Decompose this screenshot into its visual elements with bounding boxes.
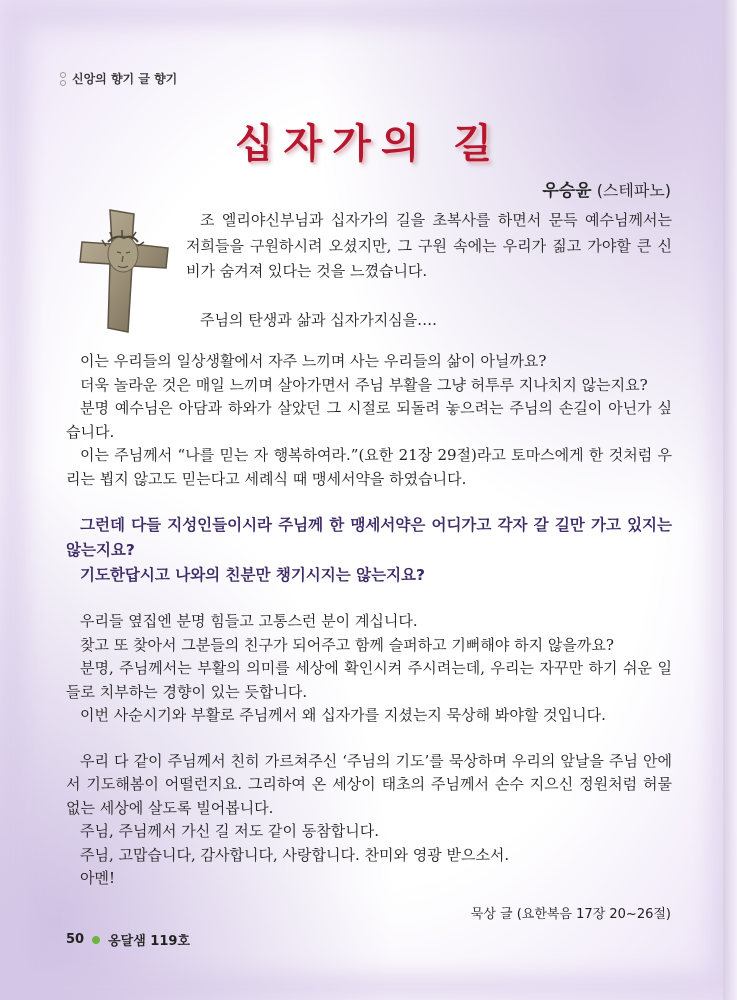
body-paragraph: 이번 사순시기와 부활로 주님께서 왜 십자가를 지셨는지 묵상해 봐야할 것입니다. (80, 706, 606, 724)
section-label-text: 신앙의 향기 글 향기 (72, 72, 178, 86)
emphasis-paragraph: 기도한답시고 나와의 친분만 챙기시지는 않는지요? (80, 566, 426, 584)
body-paragraph: 우리들 옆집엔 분명 힘들고 고통스런 분이 계십니다. (80, 612, 418, 630)
body-paragraph: 더욱 놀라운 것은 매일 느끼며 살아가면서 주님 부활을 그냥 허투루 지나치지 않는지요? (80, 375, 648, 394)
bullet-dot-icon (92, 936, 100, 944)
intro-paragraph: 주님의 탄생과 삶과 십자가지심을…. (200, 310, 437, 329)
body-paragraph: 주님, 주님께서 가신 길 저도 같이 동참합니다. (80, 822, 379, 840)
author-baptismal-name: (스테파노) (596, 181, 671, 200)
intro-text (186, 208, 672, 333)
body-paragraph: 아멘! (80, 869, 116, 887)
body-paragraph: 찾고 또 찾아서 그분들의 친구가 되어주고 함께 슬퍼하고 기뻐해야 하지 않을까요? (80, 635, 614, 654)
body-paragraph: 이는 주님께서 “나를 믿는 자 행복하여라.”(요한 21장 29절)라고 토마스에게 한 것처럼 우리는 뵙지 않고도 믿는다고 세례식 때 맹세서약을 하였습니다. (66, 446, 672, 488)
crucifix-icon (76, 206, 172, 336)
section-label (60, 70, 177, 87)
body-paragraph: 주님, 고맙습니다, 감사합니다, 사랑합니다. 찬미와 영광 받으소서. (80, 845, 510, 864)
scripture-source: 묵상 글 (요한복음 17장 20~26절) (470, 907, 671, 922)
page-number: 50 (66, 932, 85, 947)
author-name: 우승윤 (542, 181, 592, 201)
article-body (66, 350, 672, 891)
emphasis-paragraph: 그런데 다들 지성인들이시라 주님께 한 맹세서약은 어디가고 각자 갈 길만 가고 있지는 않는지요? (66, 516, 672, 559)
article-author (542, 176, 671, 201)
article-title: 십자가의 길 (234, 121, 503, 167)
section-dots-icon (60, 72, 66, 86)
body-paragraph: 우리 다 같이 주님께서 친히 가르쳐주신 ‘주님의 기도’를 묵상하며 우리의 앞날을 주님 안에서 기도해봄이 어떨런지요. 그리하여 온 세상이 태초의 주님께서 손수 지으신 정원처럼 허물없는 세상에 살도록 빌어봅니다. (66, 751, 672, 817)
page-footer (66, 930, 190, 949)
body-paragraph: 분명, 주님께서는 부활의 의미를 세상에 확인시켜 주시려는데, 우리는 자꾸만 하기 쉬운 일들로 치부하는 경향이 있는 듯합니다. (66, 659, 672, 701)
body-paragraph: 분명 예수님은 아담과 하와가 살았던 그 시절로 되돌려 놓으려는 주님의 손길이 아닌가 싶습니다. (66, 399, 672, 441)
intro-paragraph: 조 엘리야신부님과 십자가의 길을 초복사를 하면서 문득 예수님께서는 저희들을 구원하시려 오셨지만, 그 구원 속에는 우리가 짊고 가야할 큰 신비가 숨겨져 있다는 것을 느꼈습니다. (186, 211, 672, 280)
body-paragraph: 이는 우리들의 일상생활에서 자주 느끼며 사는 우리들의 삶이 아닐까요? (80, 352, 547, 370)
publication-name: 옹달샘 119호 (108, 934, 190, 949)
